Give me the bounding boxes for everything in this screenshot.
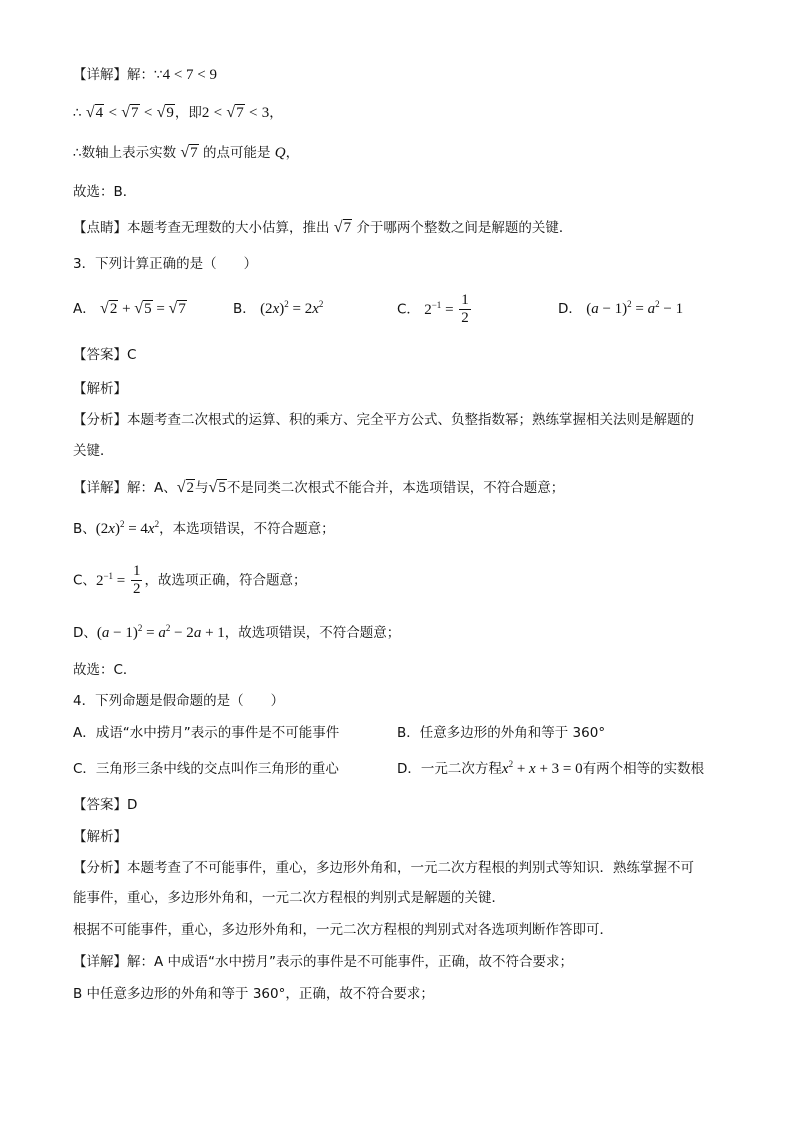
q3-detail-d: D、$(a - 1)^2 = a^2 - 2a + 1$，故选项错误，不符合题意； — [73, 623, 401, 641]
q4-analysis-1: 【分析】本题考查了不可能事件，重心，多边形外角和，一元二次方程根的判别式等知识．熟练掌握不可 — [73, 860, 694, 876]
q4-answer: 【答案】D — [73, 797, 138, 813]
q3-detail-c: C、$2^{-1}$ = $\frac{1}{2}$ ，故选项正确，符合题意； — [73, 563, 307, 597]
comma: ， — [285, 145, 300, 161]
text: 有两个相等的实数根 — [582, 761, 705, 777]
sqrt-2: √2 — [176, 479, 195, 496]
text: 介于哪两个整数之间是解题的关键． — [356, 220, 573, 236]
lt-sign: < — [213, 105, 223, 121]
text: D、 — [73, 625, 97, 641]
q3-option-c: C． $2^{-1}$ = $\frac{1}{2}$ — [397, 292, 469, 326]
text: ，故选项错误，不符合题意； — [224, 625, 401, 641]
q3-option-a: A． √2 + √5 = √7 — [73, 300, 186, 317]
text: 【详解】解：A、 — [73, 480, 177, 496]
select-b: 故选：B． — [73, 184, 137, 200]
lt-sign: < — [143, 105, 153, 121]
q3-select: 故选：C． — [73, 662, 137, 678]
fraction-half: $\frac{1}{2}$ — [461, 292, 469, 326]
sqrt-5: √5 — [134, 300, 152, 317]
num-3: 3 — [261, 105, 270, 121]
q4-analysis-3: 根据不可能事件，重心，多边形外角和，一元二次方程根的判别式对各选项判断作答即可． — [73, 922, 613, 938]
ji-text: ，即 — [174, 105, 202, 121]
solution-line-3 — [73, 144, 299, 162]
q4-option-a: A．成语“水中捞月”表示的事件是不可能事件 — [73, 725, 340, 741]
text: D．一元二次方程 — [397, 761, 502, 777]
q3-jiexi: 【解析】 — [73, 381, 127, 397]
option-label: C． — [397, 301, 420, 318]
q3-answer: 【答案】C — [73, 347, 137, 363]
lt-sign: < — [108, 105, 117, 121]
q4-detail-1: 【详解】解：A 中成语“水中捞月”表示的事件是不可能事件，正确，故不符合要求； — [73, 954, 574, 970]
sqrt-7: √7 — [180, 144, 198, 161]
text: C、 — [73, 572, 96, 589]
option-label: D． — [558, 301, 582, 317]
q3-detail-b: B、$(2x)^2 = 4x^2$，本选项错误，不符合题意； — [73, 519, 335, 537]
inequality: 4 < 7 < 9 — [162, 67, 218, 83]
q3-detail-a — [73, 479, 564, 497]
q4-detail-2: B 中任意多边形的外角和等于 360°，正确，故不符合要求； — [73, 986, 434, 1002]
sqrt-4: √4 — [85, 104, 104, 121]
q3-option-d: D． $(a - 1)^2 = a^2 - 1$ — [558, 299, 684, 317]
text: ，本选项错误，不符合题意； — [159, 521, 335, 537]
q4-analysis-2: 能事件，重心，多边形外角和，一元二次方程根的判别式是解题的关键． — [73, 890, 505, 906]
q3-analysis-1: 【分析】本题考查二次根式的运算、积的乘方、完全平方公式、负整指数幂；熟练掌握相关法则是解题的 — [73, 412, 694, 428]
q4-option-d: D．一元二次方程$x^2 + x + 3 = 0$有两个相等的实数根 — [397, 759, 705, 777]
sqrt-7: √7 — [333, 219, 352, 236]
solution-line-1 — [73, 66, 217, 84]
q3-analysis-2: 关键． — [73, 443, 114, 459]
text: 与 — [195, 480, 209, 496]
q3-option-b: B． $(2x)^2 = 2x^2$ — [233, 299, 324, 317]
text: B、 — [73, 521, 96, 537]
sqrt-7: √7 — [226, 104, 244, 121]
text: 【点睛】本题考查无理数的大小估算，推出 — [73, 220, 330, 236]
sqrt-7: √7 — [168, 300, 186, 317]
comma: ， — [269, 105, 283, 121]
q4-option-b: B．任意多边形的外角和等于 360° — [397, 725, 606, 741]
sqrt-9: √9 — [156, 104, 174, 121]
text: ∴数轴上表示实数 — [73, 145, 177, 161]
text: 的点可能是 — [202, 145, 271, 161]
point-q: Q — [274, 145, 286, 161]
sqrt-7: √7 — [121, 104, 139, 121]
text: ，故选项正确，符合题意； — [144, 572, 307, 589]
question-4-stem: 4．下列命题是假命题的是（ ） — [73, 693, 285, 709]
therefore-symbol: ∴ — [73, 105, 82, 121]
dianjing-line — [73, 219, 572, 237]
text: 不是同类二次根式不能合并，本选项错误，不符合题意； — [226, 480, 565, 496]
lt-sign: < — [249, 105, 258, 121]
sqrt-5: √5 — [208, 479, 226, 496]
fraction-half: $\frac{1}{2}$ — [132, 563, 141, 597]
num-2: 2 — [201, 105, 210, 121]
sqrt-2: √2 — [100, 300, 118, 317]
question-3-stem: 3．下列计算正确的是（ ） — [73, 256, 258, 272]
q4-option-c: C．三角形三条中线的交点叫作三角形的重心 — [73, 761, 339, 777]
option-label: B． — [233, 301, 256, 317]
solution-line-2 — [73, 104, 283, 122]
solution-label: 【详解】解：∵ — [73, 67, 163, 83]
q4-jiexi: 【解析】 — [73, 829, 127, 845]
option-label: A． — [73, 301, 96, 317]
